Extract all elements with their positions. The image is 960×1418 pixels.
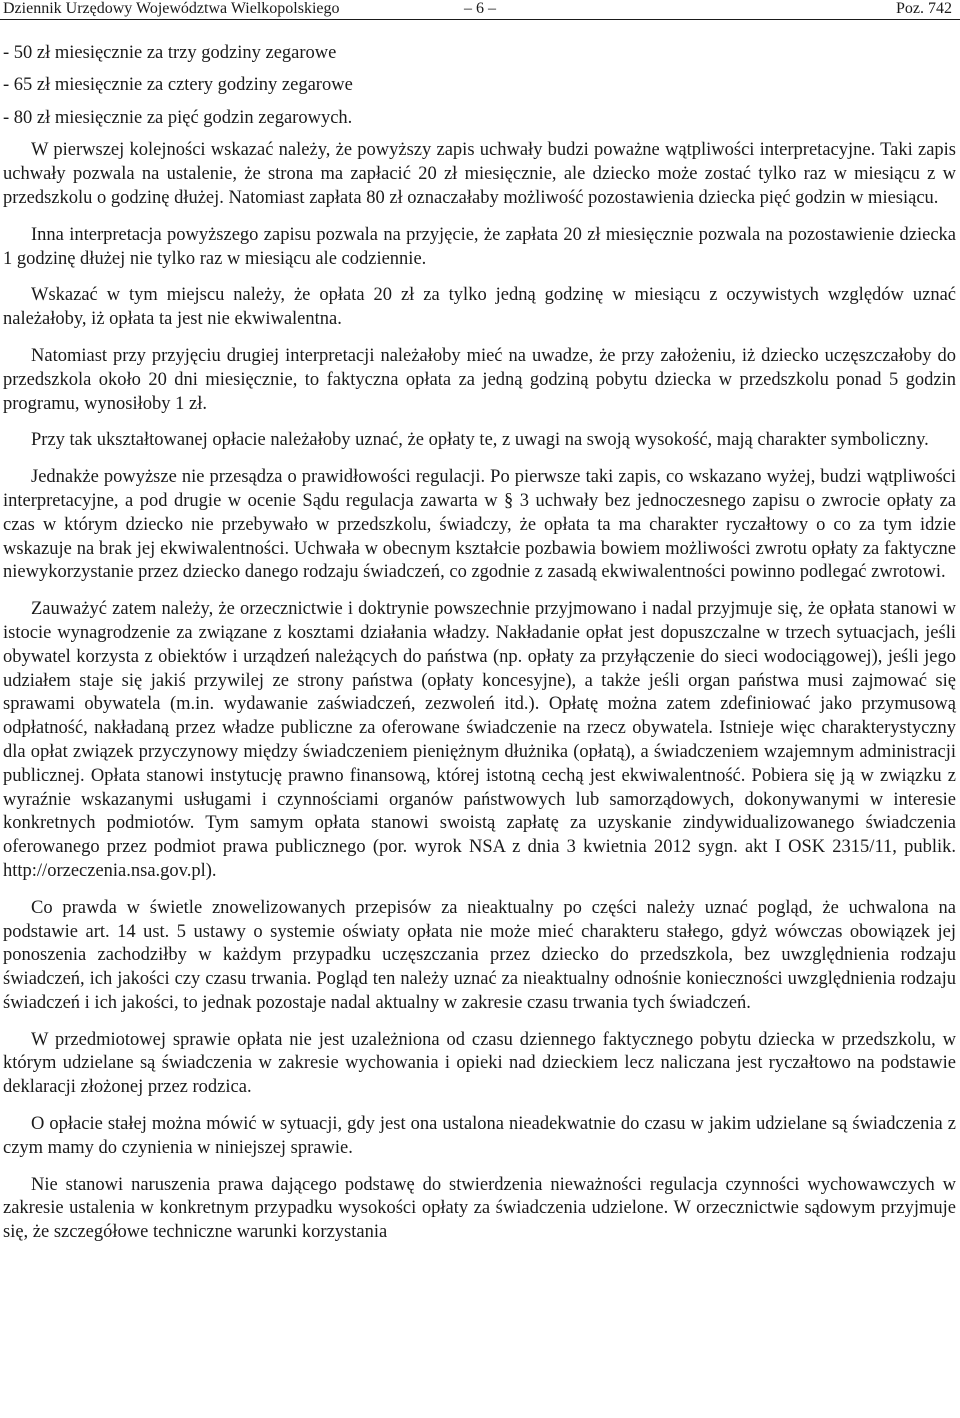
paragraph: O opłacie stałej można mówić w sytuacji, gdy jest ona ustalona nieadekwatnie do czasu w jakim udzielane są świadczenia z czym mamy do czynienia w niniejszej sprawie. [3,1114,956,1158]
fee-list-item: - 80 zł miesięcznie za pięć godzin zegarowych. [3,107,353,128]
fee-list-item: - 65 zł miesięcznie za cztery godziny zegarowe [3,75,353,96]
paragraph: Natomiast przy przyjęciu drugiej interpretacji należałoby mieć na uwadze, że przy założeniu, iż dziecko uczęszczałoby do przedszkola około 20 dni miesięcznie, to faktyczna opłata za jedną godziną pobytu dziecka w przedszkolu ponad 5 godzin programu, wynosiłoby 1 zł. [3,345,956,414]
position-number: Poz. 742 [896,0,952,17]
paragraph: W przedmiotowej sprawie opłata nie jest uzależniona od czasu dziennego faktycznego pobytu dziecka w przedszkolu, w którym udzielane są świadczenia w zakresie wychowania i opieki nad dzieckiem lecz naliczana jest ryczałtowo na podstawie deklaracji złożonej przez rodzica. [3,1029,956,1098]
paragraph: Nie stanowi naruszenia prawa dającego podstawę do stwierdzenia nieważności regulacja czynności wychowawczych w zakresie ustalenia w konkretnym przypadku wysokości opłaty za świadczenia udzielone. W orzecznictwie sądowym przyjmuje się, że szczegółowe techniczne warunki korzystania [3,1174,956,1243]
paragraph: Inna interpretacja powyższego zapisu pozwala na przyjęcie, że zapłata 20 zł miesięcznie pozwala na pozostawienie dziecka 1 godzinę dłużej nie tylko raz w miesiącu ale codziennie. [3,224,956,269]
paragraph: Przy tak ukształtowanej opłacie należałoby uznać, że opłaty te, z uwagi na swoją wysokość, mają charakter symboliczny. [31,430,929,451]
header-rule [0,19,960,20]
page-number: – 6 – [464,0,496,17]
paragraph: W pierwszej kolejności wskazać należy, że powyższy zapis uchwały budzi poważne wątpliwości interpretacyjne. Taki zapis uchwały pozwala na ustalenie, że strona ma zapłacić 20 zł miesięcznie, ale dziecko może zostać tylko raz w miesiącu z w przedszkolu o godzinę dłużej. Natomiast zapłata 80 zł oznaczałaby możliwość pozostawienia dziecka pięć godzin w miesiącu. [3,140,956,208]
paragraph: Co prawda w świetle znowelizowanych przepisów za nieaktualny po części należy uznać pogląd, że uchwalona na podstawie art. 14 ust. 5 ustawy o systemie oświaty opłata nie może mieć charakteru stałego, gdyż wówczas obowiązek jej ponoszenia zachodziłby w każdym przypadku uczęszczania przez dziecko do przedszkola, bez uwzględnienia rodzaju świadczeń, ich jakości czy czasu trwania. Pogląd ten należy uznać za nieaktualny odnośnie konieczności uwzględnienia rodzaju świadczeń i ich jakości, to jednak pozostaje nadal aktualny w zakresie czasu trwania tych świadczeń. [3,897,956,1013]
paragraph: Jednakże powyższe nie przesądza o prawidłowości regulacji. Po pierwsze taki zapis, co wskazano wyżej, budzi wątpliwości interpretacyjne, a pod drugie w ocenie Sądu regulacja zawarta w § 3 uchwały bez jednoczesnego zapisu o zwrocie opłaty za czas w którym dziecko nie przebywało w przedszkolu, świadczy, że opłata ta ma charakter ryczałtowy o co za tym idzie wskazuje na brak jej ekwiwalentności. Uchwała w obecnym kształcie pozbawia bowiem możliwości zwrotu opłaty za faktyczne niewykorzystanie przez dziecko danego rodzaju świadczeń, co zgodnie z zasadą ekwiwalentności powinno podlegać zwrotowi. [3,467,956,583]
paragraph: Zauważyć zatem należy, że orzecznictwie i doktrynie powszechnie przyjmowano i nadal przyjmuje się, że opłata stanowi w istocie wynagrodzenie za związane z kosztami działania władzy. Nakładanie opłat jest dopuszczalne w trzech sytuacjach, jeśli obywatel korzysta z obiektów i urządzeń należących do państwa (np. opłaty za przyłączenie do sieci wodociągowej), jeśli jego udziałem staje się jakiś przywilej ze strony państwa (opłaty koncesyjne), a także jeśli organ państwa musi zajmować się sprawami obywatela (m.in. wydawanie zaświadczeń, zezwoleń itd.). Opłatę można zatem zdefiniować jako przymusową odpłatność, nakładaną przez władze publiczne za oferowane świadczenie na rzecz obywatela. Istnieje więc charakterystyczny dla opłat związek przyczynowy między świadczeniem pieniężnym dłużnika (opłatą), a świadczeniem wzajemnym administracji publicznej. Opłata stanowi instytucję prawno finansową, której istotną cechą jest ekwiwalentność. Pobiera się ją w związku z wyraźnie wskazanymi usługami i czynnościami organów państwowych lub samorządowych, dokonywanymi w interesie konkretnych podmiotów. Tym samym opłata stanowi swoistą zapłatę za uzyskanie zindywidualizowanego świadczenia oferowanego przez podmiot prawa publicznego (por. wyrok NSA z dnia 3 kwietnia 2012 sygn. akt I OSK 2315/11, publik. http://orzeczenia.nsa.gov.pl). [3,599,956,881]
page-header [0,0,960,20]
fee-list-item: - 50 zł miesięcznie za trzy godziny zegarowe [3,43,337,63]
document-body [3,42,956,1245]
journal-title: Dziennik Urzędowy Województwa Wielkopolskiego [3,0,340,17]
paragraph: Wskazać w tym miejscu należy, że opłata 20 zł za tylko jedną godzinę w miesiącu z oczywistych względów uznać należałoby, iż opłata ta jest nie ekwiwalentna. [3,285,956,330]
